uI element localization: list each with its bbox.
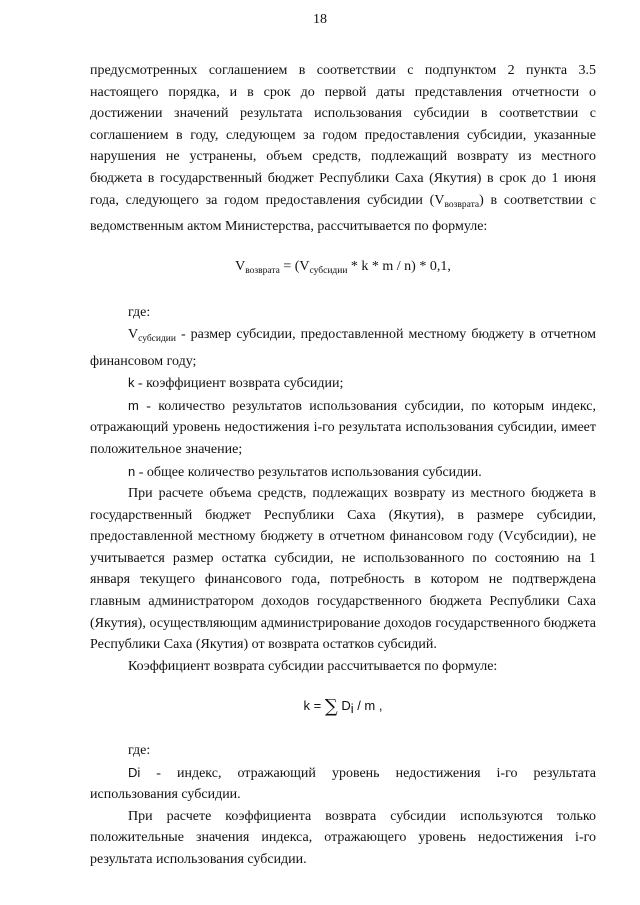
definition-symbol: m xyxy=(128,397,139,413)
paragraph-text: предусмотренных соглашением в соответствии с подпунктом 2 пункта 3.5 настоящего порядка, и в срок до первой даты представления отчетности о достижении значений результата использования субсидии в соответствии с соглашением в году, следующем за годом предоставления субсидии, указанные нарушения не устранены, объем средств, подлежащий возврату из местного бюджета в государственный бюджет Республики Саха (Якутия) в срок до 1 июня года, следующего за годом предоставления субсидии (V xyxy=(90,63,596,208)
formula-symbol: V xyxy=(235,258,246,274)
paragraph-intro xyxy=(90,60,596,238)
formula-subscript: возврата xyxy=(245,265,280,276)
definition-symbol: V xyxy=(128,326,139,342)
formula-symbol: D xyxy=(337,698,351,714)
paragraph-text: ) в соответствии с ведомственным актом Министерства, рассчитывается по формуле: xyxy=(90,192,596,235)
paragraph-coefficient-intro: Коэффициент возврата субсидии рассчитывается по формуле: xyxy=(128,658,498,674)
definition-n xyxy=(90,461,596,484)
page-number: 18 xyxy=(313,12,327,27)
definition-text: - общее количество результатов использования субсидии. xyxy=(135,464,482,480)
formula-part: / m , xyxy=(353,698,383,714)
where-label: где: xyxy=(128,743,151,759)
formula-subscript: субсидии xyxy=(309,265,348,276)
definition-di xyxy=(90,762,596,806)
sum-sign: ∑ xyxy=(324,696,338,718)
definition-v-subsidy xyxy=(90,324,596,372)
formula-coefficient xyxy=(90,695,596,720)
formula-part: * k * m / n) * 0,1, xyxy=(347,258,451,274)
definition-text: - индекс, отражающий уровень недостижения i-го результата использования субсидии. xyxy=(90,765,596,803)
definition-symbol: k xyxy=(128,375,135,391)
formula-part: = (V xyxy=(279,258,310,274)
formula-subscript: i xyxy=(350,701,354,717)
definition-subscript: субсидии xyxy=(138,333,176,344)
definition-text: - коэффициент возврата субсидии; xyxy=(134,376,344,392)
paragraph-positive-values: При расчете коэффициента возврата субсидии используются только положительные значения индекса, отражающего уровень недостижения i-го результата использования субсидии. xyxy=(90,808,596,867)
formula-part: k = xyxy=(303,698,325,714)
document-body xyxy=(90,60,596,871)
subscript: возврата xyxy=(444,199,480,210)
formula-return-volume xyxy=(90,256,596,283)
definition-m xyxy=(90,395,596,461)
paragraph-calculation-note: При расчете объема средств, подлежащих возврату из местного бюджета в государственный бюджет Республики Саха (Якутия), в размере субсидии, предоставленной местному бюджету в отчетном финансовом году (Vсубсидии), не учитывается размер остатка субсидии, не использованного по состоянию на 1 января текущего финансового года, потребность в котором не подтверждена главным администратором доходов государственного бюджета Республики Саха (Якутия), осуществляющим администрирование доходов государственного бюджета Республики Саха (Якутия) от возврата остатков субсидий. xyxy=(90,486,596,653)
definition-symbol: n xyxy=(128,463,136,479)
definition-k xyxy=(90,372,596,395)
where-label: где: xyxy=(128,305,151,321)
definition-text: - размер субсидии, предоставленной местному бюджету в отчетном финансовом году; xyxy=(90,326,596,369)
definition-text: - количество результатов использования субсидии, по которым индекс, отражающий уровень недостижения i-го результата использования субсидии, имеет положительное значение; xyxy=(90,398,596,457)
definition-symbol: Di xyxy=(128,764,141,780)
